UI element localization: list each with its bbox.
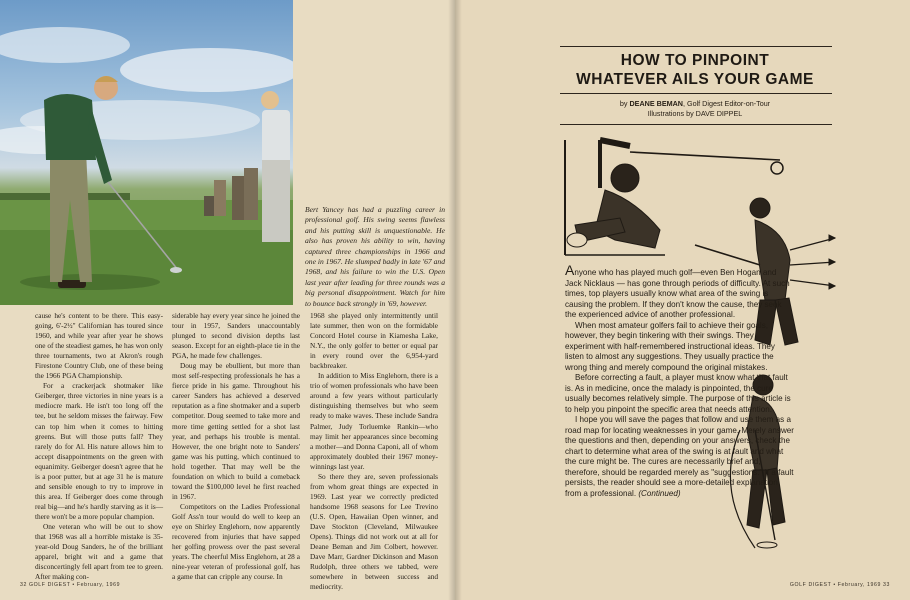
golf-photo-illustration xyxy=(0,0,293,305)
continued-label: (Continued) xyxy=(638,488,681,498)
paragraph: Anyone who has played much golf—even Ben Hogan and Jack Nicklaus — has gone through periods of difficulty. At such times, top players usually know what area of the swing is causing the problem. If they don't know the cause, they seek the experienced advice of another professional. xyxy=(565,262,790,319)
paragraph: cause he's content to be there. This easy-going, 6'-2½" Californian has toured since 1960, and while year after year he shows one of the steadiest games, he has won only three tournaments, two at Akron's rough Firestone Country Club, one of these being the 1966 PGA Championship. xyxy=(35,311,163,381)
paragraph: Before correcting a fault, a player must know what that fault is. As in medicine, once the malady is pinpointed, the cure usually becomes relatively simple. The purpose of this article is to help you pinpoint the specific area that needs attention. xyxy=(565,373,791,414)
spine-gutter xyxy=(448,0,462,600)
paragraph: When most amateur golfers fail to achieve their goals, however, they begin tinkering with their swings. They experiment with half-remembered instructional ideas. They listen to almost any suggestions. They usually practice the wrong thing and merely compound the original mistakes. xyxy=(565,320,775,372)
headline-line-1: HOW TO PINPOINT xyxy=(620,52,770,69)
golf-photo xyxy=(0,0,293,305)
paragraph: For a crackerjack shotmaker like Geiberger, three victories in nine years is a mediocre mark. He isn't too long off the tee, but he seldom misses the fairway. Few can top him when it comes to hitting greens. But will those putts fall? They rarely do for Al. His nature allows him to accept disappointments on the green with equanimity. Geiberger doesn't agree that he is a poor putter, but at age 31 he is mature and sensible enough to try to improve in this area. If Geiberger does come through real big—and he's hardly starving as it is—there won't be a more popular champion. xyxy=(35,381,163,521)
page-folio-right: GOLF DIGEST • February, 1969 33 xyxy=(789,582,890,588)
right-page xyxy=(455,0,910,600)
paragraph: Competitors on the Ladies Professional Golf Ass'n tour would do well to keep an eye on Shirley Englehorn, now apparently recovered from injuries that have sapped her golfing prowess over the past several years. The cheerful Miss Englehorn, at 28 a nine-year veteran of professional golf, has a game that can cripple any course. In xyxy=(172,501,300,582)
headline-line-2: WHATEVER AILS YOUR GAME xyxy=(576,71,814,88)
paragraph: 1968 she played only intermittently until late summer, then won on the formidable Concord Hotel course in Kiamesha Lake, N.Y., the only golfer to better or equal par in every round over the 6,954-yard backbreaker. xyxy=(310,311,438,371)
paragraph: So there they are, seven professionals from whom great things are expected in 1969. Last year we correctly predicted handsome 1968 seasons for Lee Trevino (U.S. Open, Hawaiian Open winner, and Dave Stockton (Cleveland, Milwaukee Opens). Things did not work out at all for Deane Beman and Jim Colbert, however. Dave Marr, Gardner Dickinson and Mason Rudolph, three others we tabbed, were somewhere in between success and mediocrity. xyxy=(310,471,438,592)
photo-caption: Bert Yancey has had a puzzling career in professional golf. His swing seems flawless and his putting skill is unquestionable. He also has proven his ability to win, having captured three championships in 1966 and one in 1967. He slumped badly in late '67 and 1968, and his failure to win the U.S. Open last year after leading for three rounds was a big personal disappointment. Watch for him to bounce back strongly in '69, however. xyxy=(305,205,445,308)
paragraph: In addition to Miss Englehorn, there is a trio of women professionals who have been around a few years without particularly distinguishing themselves but who seem ready to make waves. These include Sandra Palmer, Judy Torluemke Rankin—who may limit her appearances since becoming a mother—and Donna Caponi, all of whom approximately doubled their 1967 money-winnings last year. xyxy=(310,371,438,471)
article-column-2 xyxy=(172,311,300,582)
paragraph: I hope you will save the pages that follow and use them as a road map for locating weaknesses in your game. Merely answer the questions and then, depending on your answers, check the chart to determine what area of the swing is at fault and what the cure might be. The cures are necessarily brief and, therefore, should be regarded merely as "suggestions." If a fault persists, the reader should see a more-detailed explanation from a professional. (Continued) xyxy=(565,415,794,498)
paragraph: siderable hay every year since he joined the tour in 1957, Sanders unaccountably plunged to second division depths last season. Except for an eighth-place tie in the PGA, he made few challenges. xyxy=(172,311,300,361)
page-folio-left: 32 GOLF DIGEST • February, 1969 xyxy=(20,582,121,588)
golfer-illustration-1 xyxy=(565,140,783,255)
paragraph: Doug may be ebullient, but more than most self-respecting professionals he has a fierce pride in his game. Throughout his career Sanders has achieved a deserved reputation as a fine shotmaker and a superb competitor. Doug seemed to take more and more time getting settled for a shot last year, and perhaps his trouble is mental. However, the one bright note to Sanders' game was his putting, which continued to hold together. That may well be the foundation on which to build a comeback toward the $100,000 level he first reached in 1967. xyxy=(172,361,300,501)
byline-author: by DEANE BEMAN, Golf Digest Editor-on-Tour xyxy=(619,99,771,108)
paragraph: One veteran who will be out to show that 1968 was all a horrible mistake is 35-year-old Doug Sanders, he of the brilliant apparel, bright wit and a game that disconcertingly fell apart from tee to green. After making con- xyxy=(35,521,163,582)
article-column-1 xyxy=(35,311,163,582)
article-column-3 xyxy=(310,311,438,592)
byline-illustrator: Illustrations by DAVE DIPPEL xyxy=(647,109,743,118)
drop-cap: A xyxy=(565,262,575,278)
article-intro xyxy=(565,262,795,499)
